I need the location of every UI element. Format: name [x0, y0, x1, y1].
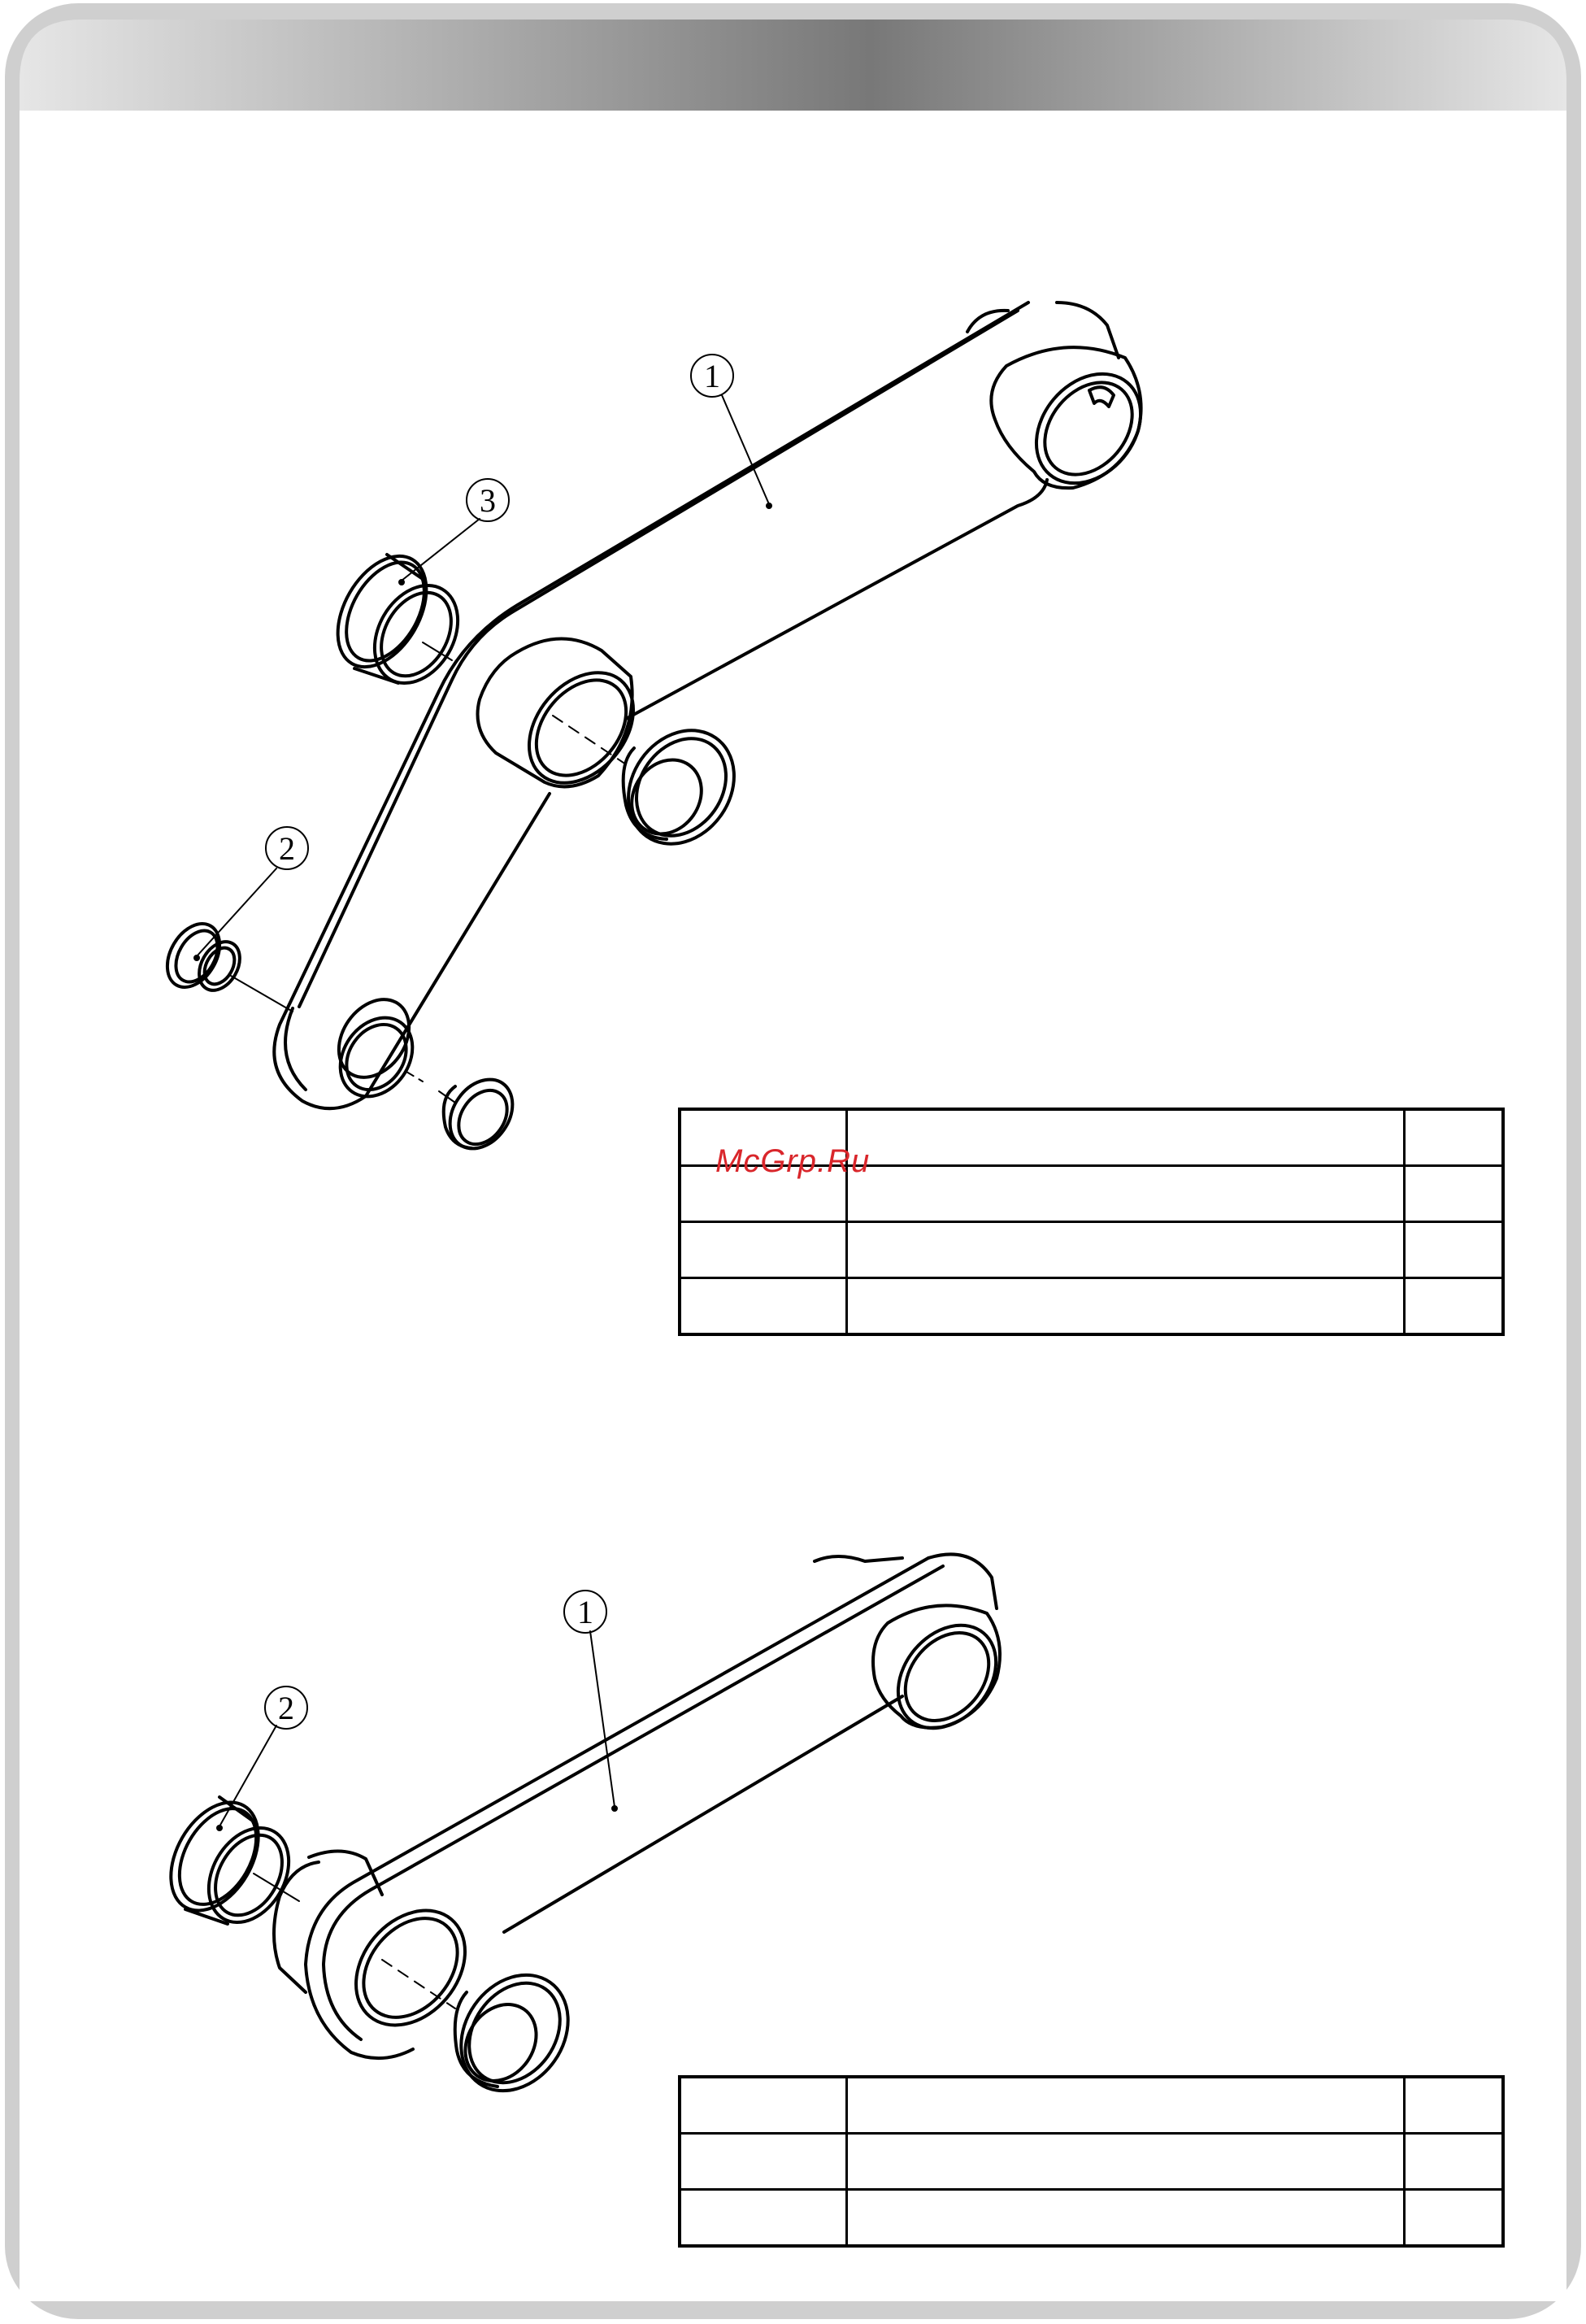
- parts-table-top: [678, 1108, 1505, 1336]
- table-row: [680, 2077, 1503, 2134]
- table-cell: [847, 2134, 1405, 2190]
- table-cell: [680, 2134, 847, 2190]
- table-cell: [1405, 2134, 1504, 2190]
- table-cell: [847, 2077, 1405, 2134]
- table-cell: [1405, 1278, 1504, 1335]
- callout-3-label: 3: [480, 482, 496, 519]
- table-row: [680, 2190, 1503, 2247]
- callout-leaders-bottom: [217, 1631, 617, 1830]
- table-cell: [1405, 2190, 1504, 2247]
- watermark-text: McGrp.Ru: [715, 1143, 871, 1179]
- table-row: [680, 2134, 1503, 2190]
- callout-1-bottom-label: 1: [577, 1594, 593, 1630]
- table-cell: [680, 1278, 847, 1335]
- bushing-boss-bottom-right: [873, 1605, 1016, 1747]
- table-cell: [1405, 1109, 1504, 1166]
- table-cell: [1405, 1222, 1504, 1278]
- table-row: [680, 1222, 1503, 1278]
- table-cell: [847, 1166, 1405, 1222]
- table-cell: [680, 1222, 847, 1278]
- callout-1-label: 1: [704, 358, 720, 394]
- table-cell: [847, 1278, 1405, 1335]
- callout-2-bottom: [265, 1686, 307, 1729]
- table-cell: [1405, 1166, 1504, 1222]
- arm-straight: [306, 1554, 997, 2058]
- table-cell: [847, 2190, 1405, 2247]
- callout-2-label: 2: [279, 830, 295, 867]
- table-row: [680, 1278, 1503, 1335]
- table-cell: [847, 1109, 1405, 1166]
- parts-table-bottom: [678, 2075, 1505, 2248]
- center-lines-bottom: [254, 1874, 455, 2008]
- table-cell: [680, 2190, 847, 2247]
- table-cell: [680, 2077, 847, 2134]
- callout-1-bottom: [564, 1591, 606, 1633]
- table-cell: [1405, 2077, 1504, 2134]
- bushing-bottom-lower: [439, 1954, 589, 2111]
- callout-2-bottom-label: 2: [278, 1690, 294, 1726]
- table-cell: [847, 1222, 1405, 1278]
